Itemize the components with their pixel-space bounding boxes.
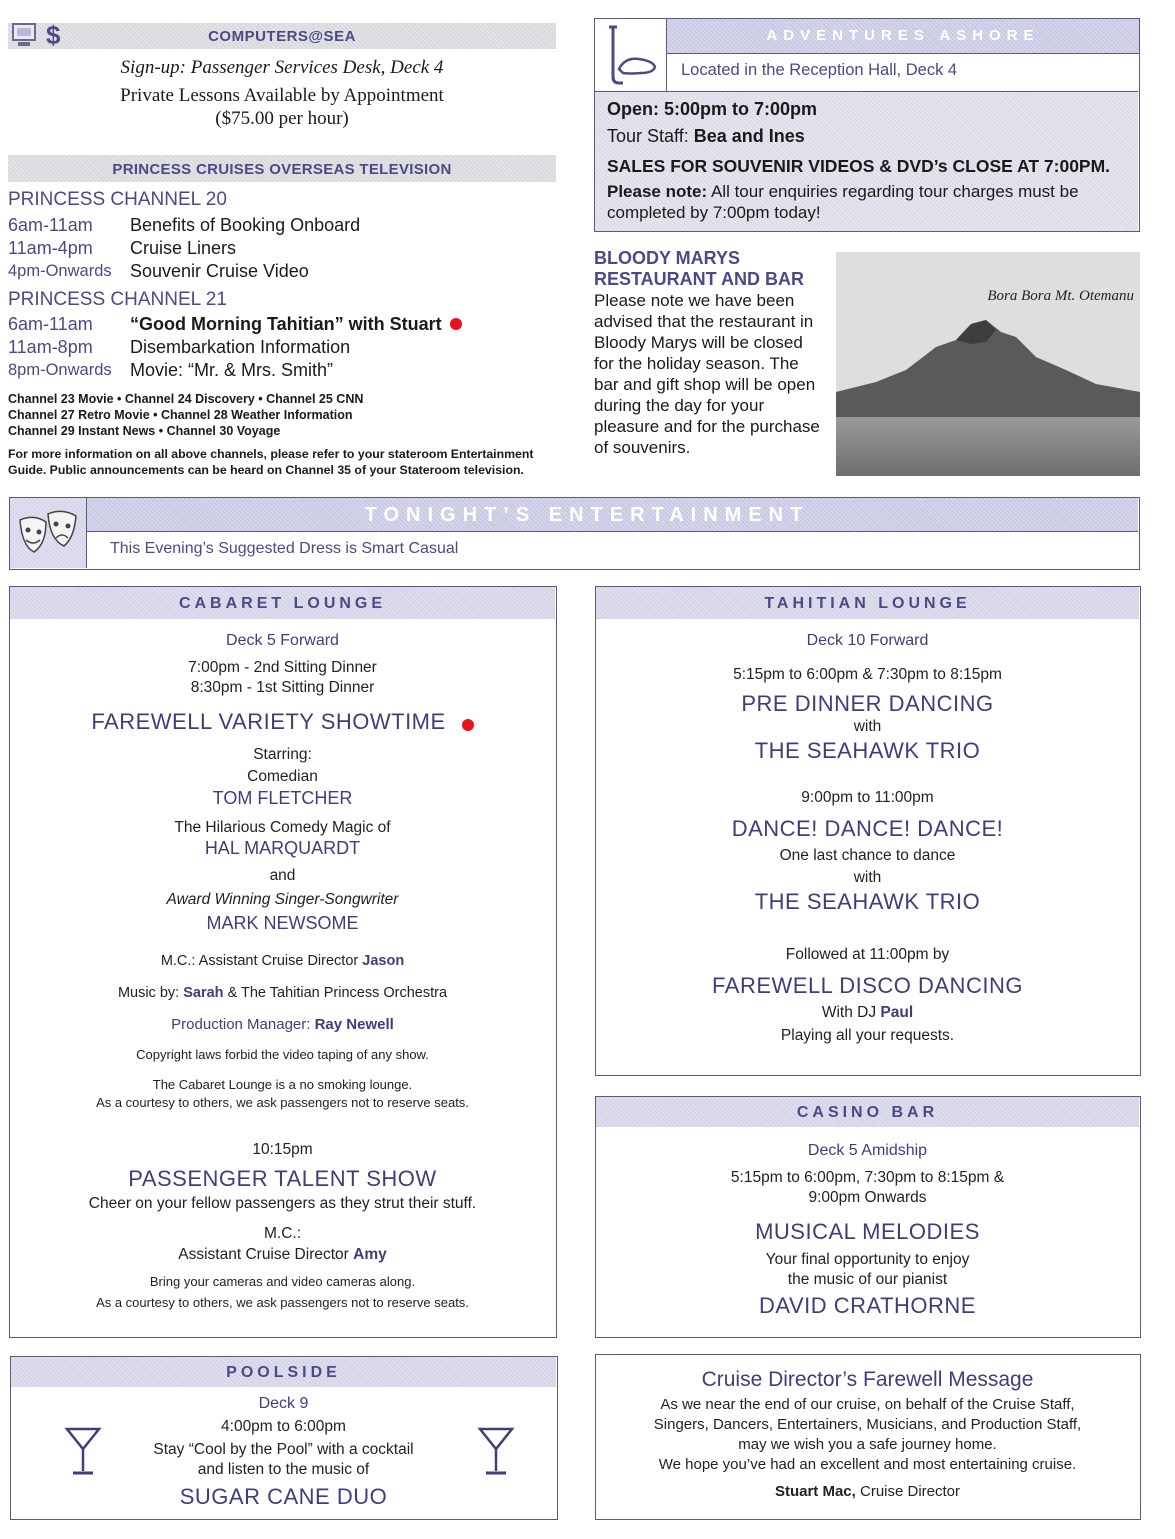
ashore-location: Located in the Reception Hall, Deck 4	[681, 61, 958, 79]
performer-tom-fletcher: TOM FLETCHER	[212, 788, 353, 808]
bloody-marys-section	[594, 248, 824, 483]
tahitian-content	[596, 631, 1139, 1046]
seahawk-trio-1: THE SEAHAWK TRIO	[754, 738, 981, 763]
casino-section	[595, 1096, 1141, 1338]
bloody-title-2: RESTAURANT AND BAR	[594, 269, 804, 289]
tahitian-last-chance: One last chance to dance	[779, 847, 956, 864]
sugar-cane-duo: SUGAR CANE DUO	[179, 1484, 388, 1509]
ashore-note: Please note: All tour enquiries regarding tour charges must be completed by 7:00pm today!	[607, 182, 1079, 222]
schedule-row: 6am-11am “Good Morning Tahitian” with Stuart	[8, 313, 553, 336]
casino-time-1: 5:15pm to 6:00pm, 7:30pm to 8:15pm &	[730, 1169, 1005, 1186]
channel-list: Channel 23 Movie • Channel 24 Discovery • Channel 25 CNN Channel 27 Retro Movie • Channel 28 Weather Information Channel 29 Instant News • Channel 30 Voyage	[8, 392, 364, 438]
seahawk-trio-2: THE SEAHAWK TRIO	[754, 889, 981, 914]
casino-deck: Deck 5 Amidship	[807, 1142, 928, 1159]
schedule-row: 11am-8pm Disembarkation Information	[8, 337, 351, 357]
highlight-dot-icon	[450, 318, 462, 330]
schedule-row: 8pm-Onwards Movie: “Mr. & Mrs. Smith”	[8, 360, 334, 380]
ashore-title: ADVENTURES ASHORE	[766, 27, 1040, 44]
casino-time-2: 9:00pm Onwards	[808, 1189, 927, 1206]
pianist-name: DAVID CRATHORNE	[759, 1293, 976, 1318]
cabaret-copyright: Copyright laws forbid the video taping of any show.	[136, 1047, 429, 1062]
farewell-line-3: may we wish you a safe journey home.	[738, 1436, 997, 1453]
highlight-dot-icon	[462, 719, 474, 731]
farewell-line-4: We hope you’ve had an excellent and most entertaining cruise.	[658, 1456, 1077, 1473]
tahitian-time-2: 9:00pm to 11:00pm	[801, 789, 934, 806]
talent-courtesy: As a courtesy to others, we ask passengers not to reserve seats.	[96, 1295, 469, 1310]
cabaret-starring: Starring:	[253, 746, 312, 763]
channel-20-schedule	[8, 214, 548, 283]
cabaret-production: Production Manager: Ray Newell	[171, 1016, 394, 1033]
casino-final-1: Your final opportunity to enjoy	[765, 1251, 970, 1268]
tv-title: PRINCESS CRUISES OVERSEAS TELEVISION	[112, 161, 452, 178]
cabaret-and: and	[269, 867, 296, 884]
tahitian-with-2: with	[853, 869, 882, 886]
computers-title: COMPUTERS@SEA	[208, 28, 356, 45]
farewell-signature: Stuart Mac, Cruise Director	[774, 1483, 961, 1500]
ashore-staff: Tour Staff: Bea and Ines	[607, 126, 805, 146]
cabaret-magic: The Hilarious Comedy Magic of	[174, 819, 391, 836]
channel-20-title: PRINCESS CHANNEL 20	[8, 189, 227, 210]
poolside-time: 4:00pm to 6:00pm	[221, 1418, 346, 1435]
bloody-title-1: BLOODY MARYS	[594, 248, 741, 268]
tahitian-followed: Followed at 11:00pm by	[785, 946, 950, 963]
casino-final-2: the music of our pianist	[787, 1271, 948, 1288]
cabaret-content	[10, 631, 555, 1312]
tonight-title: TONIGHT’S ENTERTAINMENT	[364, 504, 810, 526]
dollar-icon: $	[46, 20, 61, 50]
cabaret-smoking: The Cabaret Lounge is a no smoking lounge.	[152, 1077, 413, 1092]
farewell-title: Cruise Director’s Farewell Message	[701, 1368, 1034, 1391]
cabaret-dinner-1: 7:00pm - 2nd Sitting Dinner	[188, 659, 377, 676]
channel-21-schedule	[8, 313, 553, 382]
schedule-row: 6am-11am Benefits of Booking Onboard	[8, 215, 361, 235]
casino-title: CASINO BAR	[796, 1104, 939, 1121]
talent-mc-name: Assistant Cruise Director Amy	[178, 1246, 387, 1263]
schedule-row: 4pm-Onwards Souvenir Cruise Video	[8, 261, 309, 281]
talent-show-title: PASSENGER TALENT SHOW	[128, 1166, 437, 1191]
poolside-content	[11, 1393, 556, 1512]
computers-lessons: Private Lessons Available by Appointment	[120, 85, 444, 106]
talent-cameras: Bring your cameras and video cameras along.	[149, 1274, 416, 1289]
photo-caption: Bora Bora Mt. Otemanu	[987, 288, 1134, 304]
cabaret-title: CABARET LOUNGE	[178, 595, 387, 612]
farewell-line-1: As we near the end of our cruise, on behalf of the Cruise Staff,	[660, 1396, 1075, 1413]
farewell-content	[596, 1365, 1139, 1502]
tahitian-dj: With DJ Paul	[821, 1004, 914, 1021]
talent-time: 10:15pm	[252, 1141, 313, 1158]
farewell-disco-dancing: FAREWELL DISCO DANCING	[712, 973, 1023, 998]
ashore-section	[594, 18, 1140, 232]
computers-price: ($75.00 per hour)	[215, 108, 349, 129]
casino-content	[596, 1141, 1139, 1320]
computers-signup: Sign-up: Passenger Services Desk, Deck 4	[120, 57, 444, 78]
tahitian-time-1: 5:15pm to 6:00pm & 7:30pm to 8:15pm	[733, 666, 1002, 683]
poolside-title: POOLSIDE	[226, 1364, 341, 1381]
tahitian-title: TAHITIAN LOUNGE	[764, 595, 971, 612]
tahitian-requests: Playing all your requests.	[780, 1027, 955, 1044]
bora-bora-photo	[836, 252, 1140, 476]
pre-dinner-dancing: PRE DINNER DANCING	[741, 691, 994, 716]
dance-dance-dance: DANCE! DANCE! DANCE!	[731, 816, 1004, 841]
cabaret-music: Music by: Sarah & The Tahitian Princess Orchestra	[117, 985, 448, 1001]
cabaret-deck: Deck 5 Forward	[226, 632, 339, 649]
tonight-section	[9, 497, 1140, 570]
cabaret-courtesy: As a courtesy to others, we ask passengers not to reserve seats.	[96, 1095, 469, 1110]
tahitian-section	[595, 586, 1141, 1076]
performer-mark-newsome: MARK NEWSOME	[206, 913, 359, 933]
talent-mc: M.C.:	[263, 1225, 302, 1242]
bloody-text: Please note we have been advised that the restaurant in Bloody Marys will be closed for the holiday season. The bar and gift shop will be open during the day for your pleasure and for the purchase of souvenirs.	[594, 291, 820, 457]
farewell-section	[595, 1354, 1141, 1520]
poolside-line-1: Stay “Cool by the Pool” with a cocktail	[153, 1441, 414, 1458]
cabaret-award: Award Winning Singer-Songwriter	[166, 891, 399, 908]
tahitian-with-1: with	[853, 718, 882, 735]
poolside-line-2: and listen to the music of	[197, 1461, 370, 1478]
cabaret-mc: M.C.: Assistant Cruise Director Jason	[160, 953, 405, 969]
ashore-sales: SALES FOR SOUVENIR VIDEOS & DVD’s CLOSE AT 7:00PM.	[607, 156, 1111, 176]
tv-note: For more information on all above channels, please refer to your stateroom Entertainment Guide. Public announcements can be heard on Channel 35 of your Stateroom television.	[8, 447, 534, 477]
musical-melodies: MUSICAL MELODIES	[755, 1219, 980, 1244]
cabaret-dinner-2: 8:30pm - 1st Sitting Dinner	[190, 679, 375, 696]
tv-section	[8, 155, 558, 485]
snorkel-icon	[595, 19, 667, 91]
channel-21-title: PRINCESS CHANNEL 21	[8, 289, 227, 310]
poolside-section	[10, 1356, 558, 1520]
tahitian-deck: Deck 10 Forward	[806, 632, 929, 649]
performer-hal-marquardt: HAL MARQUARDT	[204, 838, 361, 858]
cabaret-show: FAREWELL VARIETY SHOWTIME	[10, 709, 555, 738]
computers-section	[8, 20, 556, 135]
farewell-line-2: Singers, Dancers, Entertainers, Musicians, and Production Staff,	[653, 1416, 1082, 1433]
cabaret-comedian: Comedian	[247, 768, 318, 785]
schedule-row: 11am-4pm Cruise Liners	[8, 238, 237, 258]
theatre-masks-icon	[14, 504, 84, 564]
ashore-open: Open: 5:00pm to 7:00pm	[607, 99, 818, 119]
poolside-deck: Deck 9	[258, 1395, 309, 1412]
cabaret-section	[9, 586, 557, 1338]
talent-cheer: Cheer on your fellow passengers as they strut their stuff.	[88, 1195, 477, 1212]
tonight-dress: This Evening’s Suggested Dress is Smart Casual	[110, 540, 459, 557]
